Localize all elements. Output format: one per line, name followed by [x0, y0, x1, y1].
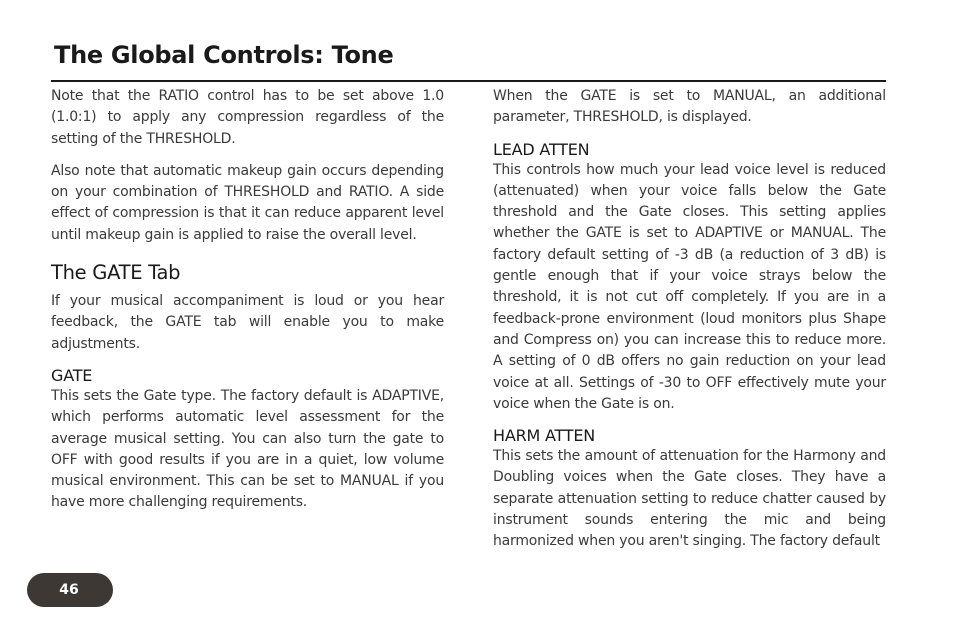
right-column: [493, 86, 886, 553]
left-column: [51, 86, 444, 514]
gate-tab-heading: The GATE Tab: [51, 261, 181, 285]
gate-subheading: GATE: [51, 365, 93, 385]
harm-atten-subheading: HARM ATTEN: [493, 426, 596, 446]
harm-atten-description: This sets the amount of attenuation for the Harmony and Doubling voices when the Gate closes. They have a separate attenuation setting to reduce chatter caused by instrument sounds entering the mic and being harmonized when you aren't singing. The factory default: [493, 448, 886, 550]
ratio-note-paragraph: Note that the RATIO control has to be set above 1.0 (1.0:1) to apply any compression regardless of the setting of the THRESHOLD.: [51, 88, 444, 147]
title-divider: [51, 80, 886, 82]
lead-atten-description: This controls how much your lead voice level is reduced (attenuated) when your voice falls below the Gate threshold and the Gate closes. This setting applies whether the GATE is set to ADAPTIVE or MANUAL. The factory default setting of -3 dB (a reduction of 3 dB) is gentle enough that if your voice strays below the threshold, it is not cut off completely. If you are in a feedback-prone environment (loud monitors plus Shape and Compress on) you can increase this to reduce more. A setting of 0 dB offers no gain reduction on your lead voice at all. Settings of -30 to OFF effectively mute your voice when the Gate is on.: [493, 161, 886, 412]
lead-atten-subheading: LEAD ATTEN: [493, 139, 590, 159]
makeup-gain-paragraph: Also note that automatic makeup gain occurs depending on your combination of THRESHOLD and RATIO. A side effect of compression is that it can reduce apparent level until makeup gain is applied to raise the overall level.: [51, 162, 444, 243]
page-number-badge: 46: [27, 573, 113, 607]
gate-description: This sets the Gate type. The factory default is ADAPTIVE, which performs automatic level assessment for the average musical setting. You can also turn the gate to OFF with good results if you are in a quiet, low volume musical environment. This can be set to MANUAL if you have more challenging requirements.: [51, 387, 444, 511]
page-title: The Global Controls: Tone: [54, 41, 394, 69]
manual-threshold-note: When the GATE is set to MANUAL, an additional parameter, THRESHOLD, is displayed.: [493, 88, 886, 126]
gate-tab-intro: If your musical accompaniment is loud or you hear feedback, the GATE tab will enable you to make adjustments.: [51, 293, 444, 352]
